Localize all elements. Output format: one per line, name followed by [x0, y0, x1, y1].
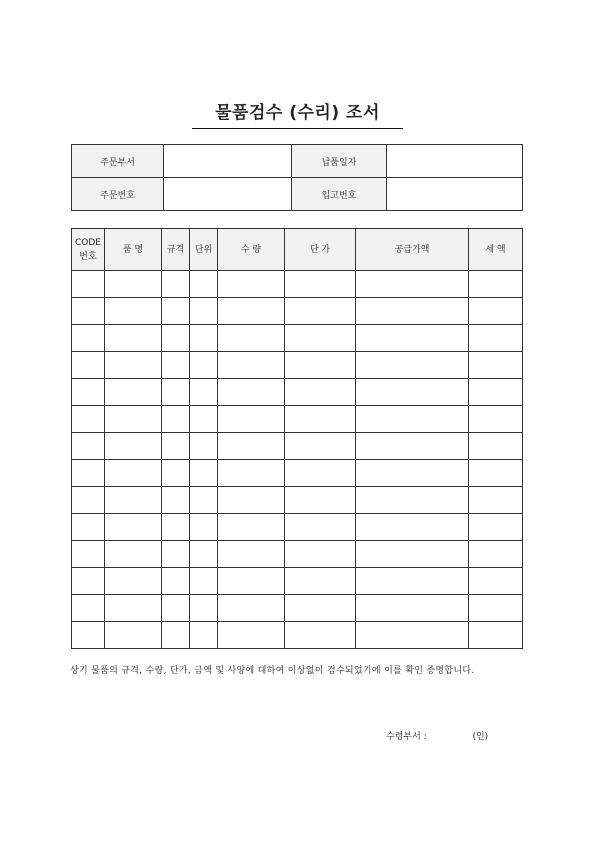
cell-unit[interactable] [190, 433, 218, 460]
cell-quantity[interactable] [218, 595, 285, 622]
cell-item-name[interactable] [105, 352, 162, 379]
cell-code[interactable] [72, 541, 105, 568]
cell-item-name[interactable] [105, 379, 162, 406]
table-row [72, 541, 523, 568]
cell-spec[interactable] [162, 271, 190, 298]
cell-item-name[interactable] [105, 622, 162, 649]
cell-unit-price[interactable] [285, 514, 356, 541]
table-row [72, 325, 523, 352]
cell-spec[interactable] [162, 568, 190, 595]
cell-unit-price[interactable] [285, 352, 356, 379]
cell-tax[interactable] [469, 325, 523, 352]
delivery-date-field[interactable] [387, 145, 523, 178]
cell-spec[interactable] [162, 325, 190, 352]
cell-unit-price[interactable] [285, 379, 356, 406]
order-info-row [72, 145, 523, 178]
cell-item-name[interactable] [105, 406, 162, 433]
cell-tax[interactable] [469, 568, 523, 595]
cell-unit[interactable] [190, 352, 218, 379]
header-supply-amount: 공급가액 [356, 229, 469, 271]
cell-spec[interactable] [162, 406, 190, 433]
header-tax: 세 액 [469, 229, 523, 271]
cell-unit-price[interactable] [285, 406, 356, 433]
header-quantity: 수 량 [218, 229, 285, 271]
cell-spec[interactable] [162, 379, 190, 406]
cell-unit-price[interactable] [285, 595, 356, 622]
order-no-field[interactable] [164, 178, 292, 211]
table-row [72, 298, 523, 325]
order-info-row [72, 178, 523, 211]
table-row [72, 622, 523, 649]
cell-supply-amount[interactable] [356, 406, 469, 433]
cell-supply-amount[interactable] [356, 325, 469, 352]
cell-supply-amount[interactable] [356, 298, 469, 325]
cell-spec[interactable] [162, 460, 190, 487]
cell-quantity[interactable] [218, 271, 285, 298]
order-no-label: 주문번호 [72, 178, 164, 211]
cell-spec[interactable] [162, 298, 190, 325]
table-row [72, 568, 523, 595]
cell-code[interactable] [72, 406, 105, 433]
cell-tax[interactable] [469, 487, 523, 514]
cell-item-name[interactable] [105, 433, 162, 460]
cell-code[interactable] [72, 352, 105, 379]
table-header-row [72, 229, 523, 271]
table-row [72, 379, 523, 406]
cell-unit-price[interactable] [285, 433, 356, 460]
header-code-no: CODE 번호 [72, 229, 105, 271]
cell-unit[interactable] [190, 325, 218, 352]
cell-code[interactable] [72, 514, 105, 541]
cell-supply-amount[interactable] [356, 595, 469, 622]
cell-unit-price[interactable] [285, 622, 356, 649]
table-body [72, 271, 523, 649]
cell-code[interactable] [72, 325, 105, 352]
receipt-no-field[interactable] [387, 178, 523, 211]
cell-item-name[interactable] [105, 541, 162, 568]
cell-tax[interactable] [469, 379, 523, 406]
header-item-name: 품 명 [105, 229, 162, 271]
header-unit: 단위 [190, 229, 218, 271]
table-row [72, 487, 523, 514]
cell-tax[interactable] [469, 595, 523, 622]
order-dept-field[interactable] [164, 145, 292, 178]
cell-unit[interactable] [190, 460, 218, 487]
cell-spec[interactable] [162, 487, 190, 514]
cell-supply-amount[interactable] [356, 541, 469, 568]
table-row [72, 514, 523, 541]
header-spec: 규격 [162, 229, 190, 271]
cell-item-name[interactable] [105, 487, 162, 514]
cell-quantity[interactable] [218, 514, 285, 541]
cell-unit-price[interactable] [285, 568, 356, 595]
order-info-table [71, 144, 523, 211]
cell-code[interactable] [72, 271, 105, 298]
cell-supply-amount[interactable] [356, 622, 469, 649]
seal-mark: (인) [472, 732, 489, 742]
cell-supply-amount[interactable] [356, 460, 469, 487]
cell-tax[interactable] [469, 352, 523, 379]
cell-unit-price[interactable] [285, 298, 356, 325]
table-row [72, 433, 523, 460]
cell-unit-price[interactable] [285, 325, 356, 352]
table-row [72, 595, 523, 622]
document-title: 물품검수 (수리) 조서 [192, 100, 403, 129]
cell-unit[interactable] [190, 487, 218, 514]
cell-unit[interactable] [190, 379, 218, 406]
cell-quantity[interactable] [218, 433, 285, 460]
cell-supply-amount[interactable] [356, 352, 469, 379]
cell-unit[interactable] [190, 298, 218, 325]
confirmation-statement: 상기 물품의 규격, 수량, 단가, 금액 및 사양에 대하여 이상없이 검수되었기에 이를 확인 증명합니다. [70, 666, 475, 676]
cell-supply-amount[interactable] [356, 514, 469, 541]
cell-code[interactable] [72, 460, 105, 487]
cell-tax[interactable] [469, 460, 523, 487]
cell-unit-price[interactable] [285, 487, 356, 514]
cell-code[interactable] [72, 568, 105, 595]
cell-tax[interactable] [469, 541, 523, 568]
cell-tax[interactable] [469, 271, 523, 298]
cell-spec[interactable] [162, 541, 190, 568]
inspection-items-table [71, 228, 523, 649]
cell-unit-price[interactable] [285, 460, 356, 487]
cell-code[interactable] [72, 379, 105, 406]
table-row [72, 352, 523, 379]
cell-code[interactable] [72, 487, 105, 514]
cell-tax[interactable] [469, 433, 523, 460]
cell-quantity[interactable] [218, 298, 285, 325]
cell-code[interactable] [72, 298, 105, 325]
cell-unit[interactable] [190, 541, 218, 568]
cell-supply-amount[interactable] [356, 568, 469, 595]
cell-item-name[interactable] [105, 514, 162, 541]
cell-quantity[interactable] [218, 622, 285, 649]
cell-quantity[interactable] [218, 406, 285, 433]
receipt-no-label: 입고번호 [292, 178, 387, 211]
cell-tax[interactable] [469, 298, 523, 325]
table-row [72, 271, 523, 298]
cell-item-name[interactable] [105, 595, 162, 622]
signature-line [386, 729, 488, 742]
cell-unit[interactable] [190, 514, 218, 541]
cell-quantity[interactable] [218, 352, 285, 379]
cell-quantity[interactable] [218, 487, 285, 514]
cell-quantity[interactable] [218, 325, 285, 352]
cell-supply-amount[interactable] [356, 487, 469, 514]
cell-spec[interactable] [162, 352, 190, 379]
cell-spec[interactable] [162, 595, 190, 622]
cell-tax[interactable] [469, 622, 523, 649]
cell-supply-amount[interactable] [356, 379, 469, 406]
delivery-date-label: 납품일자 [292, 145, 387, 178]
table-row [72, 406, 523, 433]
cell-unit[interactable] [190, 595, 218, 622]
cell-supply-amount[interactable] [356, 271, 469, 298]
cell-tax[interactable] [469, 514, 523, 541]
cell-quantity[interactable] [218, 379, 285, 406]
cell-item-name[interactable] [105, 271, 162, 298]
cell-item-name[interactable] [105, 325, 162, 352]
cell-unit[interactable] [190, 271, 218, 298]
cell-unit[interactable] [190, 568, 218, 595]
cell-quantity[interactable] [218, 460, 285, 487]
cell-unit-price[interactable] [285, 541, 356, 568]
cell-code[interactable] [72, 595, 105, 622]
cell-spec[interactable] [162, 622, 190, 649]
receiving-dept-label: 수령부서 : [386, 732, 427, 742]
cell-item-name[interactable] [105, 460, 162, 487]
cell-spec[interactable] [162, 433, 190, 460]
cell-code[interactable] [72, 622, 105, 649]
cell-code[interactable] [72, 433, 105, 460]
table-row [72, 460, 523, 487]
cell-quantity[interactable] [218, 541, 285, 568]
cell-unit[interactable] [190, 406, 218, 433]
order-dept-label: 주문부서 [72, 145, 164, 178]
cell-unit[interactable] [190, 622, 218, 649]
cell-tax[interactable] [469, 406, 523, 433]
cell-item-name[interactable] [105, 568, 162, 595]
cell-supply-amount[interactable] [356, 433, 469, 460]
cell-item-name[interactable] [105, 298, 162, 325]
header-unit-price: 단 가 [285, 229, 356, 271]
cell-quantity[interactable] [218, 568, 285, 595]
cell-spec[interactable] [162, 514, 190, 541]
cell-unit-price[interactable] [285, 271, 356, 298]
